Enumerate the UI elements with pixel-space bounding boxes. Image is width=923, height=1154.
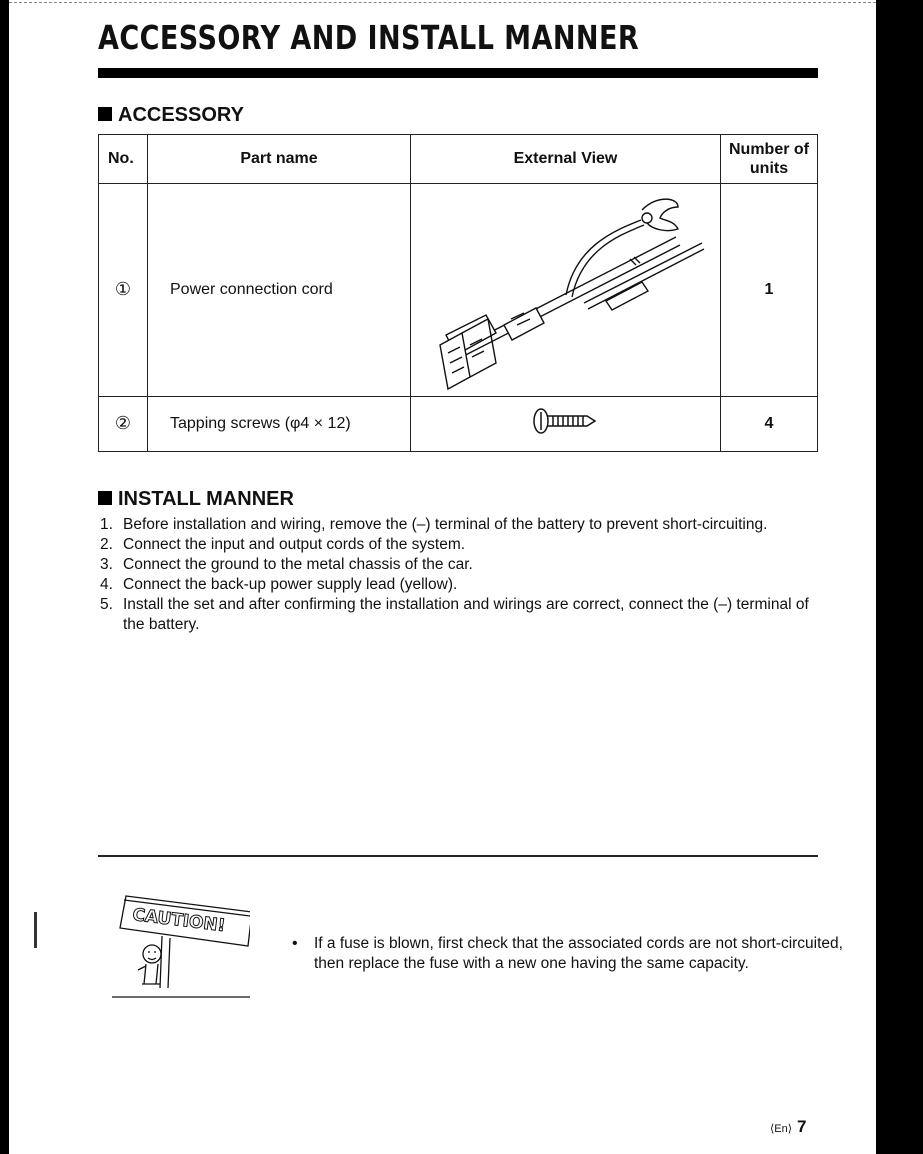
row-number: ① bbox=[99, 184, 148, 397]
external-view-cell bbox=[411, 396, 721, 451]
step-number: 2. bbox=[100, 536, 113, 553]
page-number: 7 bbox=[797, 1117, 807, 1136]
step-number: 1. bbox=[100, 516, 113, 533]
top-dashed-line bbox=[9, 2, 876, 3]
step-number: 5. bbox=[100, 596, 113, 613]
binding-mark bbox=[34, 912, 37, 948]
power-cord-icon bbox=[416, 185, 716, 390]
list-item bbox=[100, 555, 818, 575]
list-item bbox=[100, 515, 818, 535]
install-steps bbox=[100, 515, 818, 635]
list-item bbox=[100, 535, 818, 555]
step-text: Before installation and wiring, remove the (–) terminal of the battery to prevent short-circuiting. bbox=[123, 516, 768, 533]
caution-sign-text: CAUTION! bbox=[131, 904, 227, 937]
square-bullet-icon bbox=[98, 491, 112, 505]
step-text: Connect the input and output cords of the system. bbox=[123, 536, 466, 553]
step-text: Connect the ground to the metal chassis of the car. bbox=[123, 556, 473, 573]
scan-edge-left bbox=[0, 0, 9, 1154]
caution-note-text: If a fuse is blown, first check that the associated cords are not short-circuited, then replace the fuse with a new one having the same capacity. bbox=[314, 935, 843, 972]
install-heading bbox=[98, 488, 294, 511]
part-name: Tapping screws (φ4 × 12) bbox=[148, 396, 411, 451]
step-text: Install the set and after confirming the installation and wirings are correct, connect the (–) terminal of the battery. bbox=[123, 596, 809, 633]
unit-count: 4 bbox=[721, 396, 818, 451]
accessory-heading bbox=[98, 104, 244, 127]
page-title: ACCESSORY AND INSTALL MANNER bbox=[98, 18, 640, 57]
part-name: Power connection cord bbox=[148, 184, 411, 397]
row-number: ② bbox=[99, 396, 148, 451]
col-header-no: No. bbox=[99, 135, 148, 184]
col-header-part-name: Part name bbox=[148, 135, 411, 184]
caution-note bbox=[292, 934, 844, 974]
table-row bbox=[99, 396, 818, 451]
col-header-external-view: External View bbox=[411, 135, 721, 184]
list-item bbox=[100, 575, 818, 595]
section-divider bbox=[98, 855, 818, 857]
step-text: Connect the back-up power supply lead (yellow). bbox=[123, 576, 458, 593]
list-item bbox=[100, 595, 818, 635]
external-view-cell bbox=[411, 184, 721, 397]
caution-illustration bbox=[112, 888, 250, 1000]
accessory-heading-text: ACCESSORY bbox=[118, 104, 244, 126]
square-bullet-icon bbox=[98, 107, 112, 121]
col-header-units: Number of units bbox=[721, 135, 818, 184]
bullet-icon: • bbox=[292, 935, 298, 952]
step-number: 4. bbox=[100, 576, 113, 593]
title-rule bbox=[98, 68, 818, 78]
language-marker: ⟨En⟩ bbox=[770, 1123, 793, 1135]
unit-count: 1 bbox=[721, 184, 818, 397]
step-number: 3. bbox=[100, 556, 113, 573]
install-heading-text: INSTALL MANNER bbox=[118, 488, 294, 510]
accessory-table bbox=[98, 134, 818, 452]
screw-icon bbox=[531, 406, 601, 436]
caution-sign-icon bbox=[112, 888, 250, 1000]
page-footer bbox=[770, 1117, 807, 1137]
table-row bbox=[99, 184, 818, 397]
scan-edge-right bbox=[876, 0, 923, 1154]
table-header-row bbox=[99, 135, 818, 184]
